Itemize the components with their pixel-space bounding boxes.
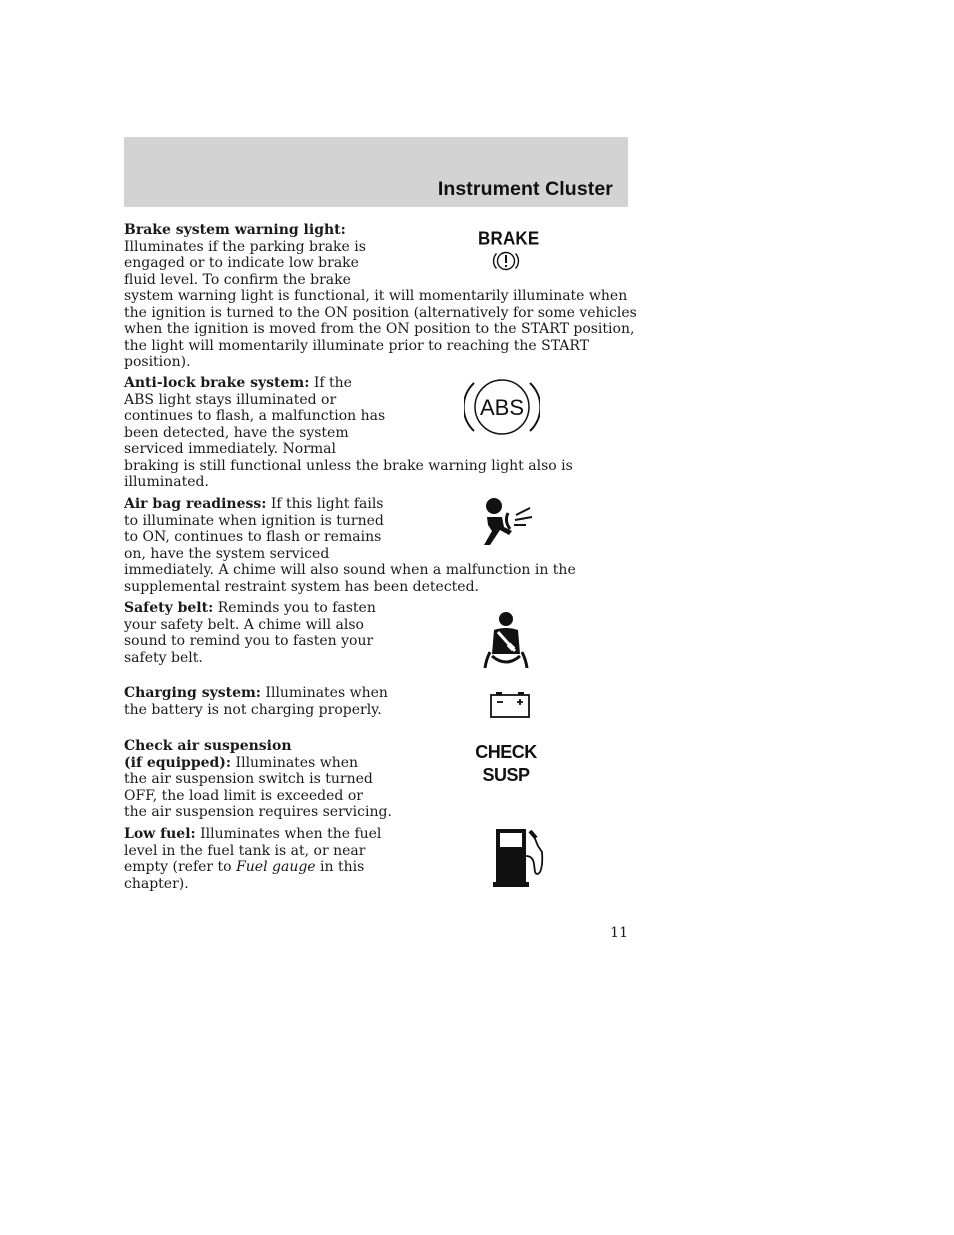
suspension-heading: Check air suspension bbox=[124, 738, 292, 754]
airbag-heading: Air bag readiness: bbox=[124, 496, 267, 512]
body-line: sound to remind you to fasten your bbox=[124, 633, 374, 649]
seatbelt-heading: Safety belt: bbox=[124, 600, 214, 616]
body-line: level in the fuel tank is at, or near bbox=[124, 842, 366, 859]
abs-icon-label: ABS bbox=[479, 395, 525, 420]
charging-heading: Charging system: bbox=[124, 685, 261, 701]
body-line: Illuminates if the parking brake is bbox=[124, 238, 366, 255]
check-susp-icon bbox=[464, 741, 548, 787]
abs-heading: Anti-lock brake system: bbox=[124, 375, 310, 391]
fuel-pump-icon bbox=[493, 826, 549, 888]
body-text: If the bbox=[309, 375, 352, 391]
body-line: fluid level. To confirm the brake bbox=[124, 271, 351, 288]
body-line: continues to flash, a malfunction has bbox=[124, 408, 386, 424]
body-line: the air suspension requires servicing. bbox=[124, 804, 392, 820]
body-line: the battery is not charging properly. bbox=[124, 701, 382, 718]
fuel-section bbox=[124, 826, 629, 892]
body-text: Illuminates when bbox=[231, 754, 359, 771]
body-text: Illuminates when the fuel bbox=[195, 826, 382, 842]
body-line: safety belt. bbox=[124, 649, 203, 666]
section-header bbox=[124, 137, 628, 207]
body-line: engaged or to indicate low brake bbox=[124, 255, 359, 271]
page-number: 11 bbox=[610, 925, 628, 941]
body-line: serviced immediately. Normal bbox=[124, 441, 336, 457]
body-line: on, have the system serviced bbox=[124, 545, 330, 562]
abs-section bbox=[124, 375, 629, 491]
body-line: your safety belt. A chime will also bbox=[124, 616, 364, 633]
body-line: to illuminate when ignition is turned bbox=[124, 512, 384, 529]
brake-warning-section bbox=[124, 222, 637, 371]
body-text: Illuminates when bbox=[260, 685, 388, 701]
body-text: empty (refer to bbox=[124, 859, 232, 875]
body-line: system warning light is functional, it will momentarily illuminate when bbox=[124, 288, 628, 304]
body-text: in this bbox=[315, 859, 365, 875]
body-line: OFF, the load limit is exceeded or bbox=[124, 787, 363, 804]
battery-icon bbox=[489, 690, 531, 720]
body-line: braking is still functional unless the brake warning light also is bbox=[124, 457, 573, 474]
body-line: the light will momentarily illuminate prior to reaching the START bbox=[124, 337, 590, 354]
brake-heading: Brake system warning light: bbox=[124, 222, 346, 238]
body-line: position). bbox=[124, 354, 191, 370]
body-line: the ignition is turned to the ON position (alternatively for some vehicles bbox=[124, 304, 637, 321]
body-line: ABS light stays illuminated or bbox=[124, 391, 337, 408]
body-line: chapter). bbox=[124, 875, 189, 892]
body-text: If this light fails bbox=[266, 496, 384, 512]
brake-warning-icon bbox=[491, 249, 521, 273]
seatbelt-icon bbox=[482, 610, 530, 670]
body-line: been detected, have the system bbox=[124, 424, 349, 441]
brake-icon-label: BRAKE bbox=[478, 228, 540, 249]
check-susp-line2: SUSP bbox=[482, 765, 530, 785]
airbag-section bbox=[124, 496, 629, 595]
body-text: Reminds you to fasten bbox=[213, 600, 376, 616]
suspension-section bbox=[124, 738, 629, 821]
suspension-heading-qualifier: (if equipped): bbox=[124, 754, 232, 771]
airbag-icon bbox=[478, 495, 536, 547]
body-line: the air suspension switch is turned bbox=[124, 771, 373, 787]
body-line: illuminated. bbox=[124, 474, 209, 490]
check-susp-line1: CHECK bbox=[475, 742, 537, 762]
charging-section bbox=[124, 685, 629, 718]
page-title: Instrument Cluster bbox=[437, 178, 613, 200]
body-line: to ON, continues to flash or remains bbox=[124, 529, 382, 545]
seatbelt-section bbox=[124, 600, 629, 666]
fuel-heading: Low fuel: bbox=[124, 826, 196, 842]
body-line: when the ignition is moved from the ON position to the START position, bbox=[124, 321, 635, 337]
body-line: immediately. A chime will also sound when a malfunction in the bbox=[124, 562, 576, 578]
abs-icon bbox=[464, 375, 540, 439]
fuel-gauge-reference: Fuel gauge bbox=[236, 859, 316, 875]
body-line: supplemental restraint system has been detected. bbox=[124, 578, 479, 595]
